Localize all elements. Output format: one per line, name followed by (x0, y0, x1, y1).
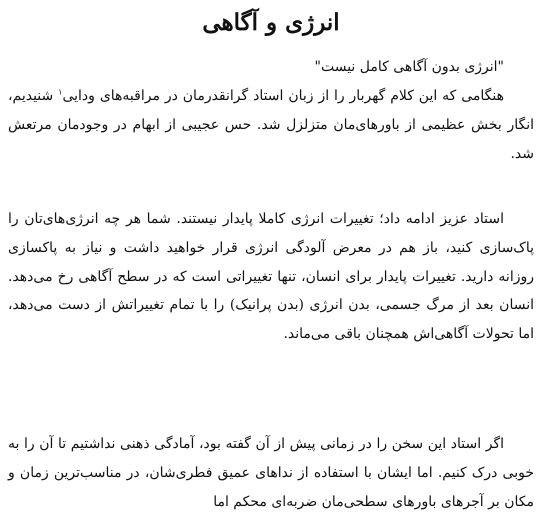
paragraph-1 (8, 82, 534, 198)
paragraph-2 (8, 205, 534, 423)
paragraph-3-text: اگر استاد این سخن را در زمانی پیش از آن گفته بود، آمادگی ذهنی نداشتیم تا آن را به خوبی درک کنیم. اما ایشان با استفاده از نداهای عمیق فطری‌شان، در مناسب‌ترین زمان و مکان بر آجرهای باورهای سطحی‌مان ضربه‌ای محکم اما (8, 436, 534, 510)
paragraph-3 (8, 430, 534, 530)
paragraph-1-text: هنگامی که این کلام گهربار را از زبان استاد گرانقدرمان در مراقبه‌های ودایی (62, 88, 504, 104)
paragraph-2-text: استاد عزیز ادامه داد؛ تغییرات انرژی کاملا پایدار نیستند. شما هر چه انرژی‌های‌تان را پاک‌سازی کنید، باز هم در معرض آلودگی انرژی قرار خواهید داشت و نیاز به پاکسازی روزانه دارید. تغییرات پایدار برای انسان، تنها تغییراتی است که در سطح آگاهی رخ می‌دهد. انسان بعد از مرگ جسمی، بدن انرژی (بدن پرانیک) را با تمام تغییراتش از دست می‌دهد، اما تحولات آگاهی‌اش همچنان باقی می‌ماند. (8, 211, 534, 343)
paragraph-1-text-continued: شنیدیم، انگار بخش عظیمی از باورهای‌مان متزلزل شد. حس عجیبی از ابهام در وجودمان مرتعش شد. (8, 88, 534, 162)
epigraph-quote: "انرژی بدون آگاهی کامل نیست" (314, 59, 504, 75)
document-title: انرژی و آگاهی (202, 9, 340, 36)
footnote-marker[interactable]: ۱ (58, 87, 63, 97)
